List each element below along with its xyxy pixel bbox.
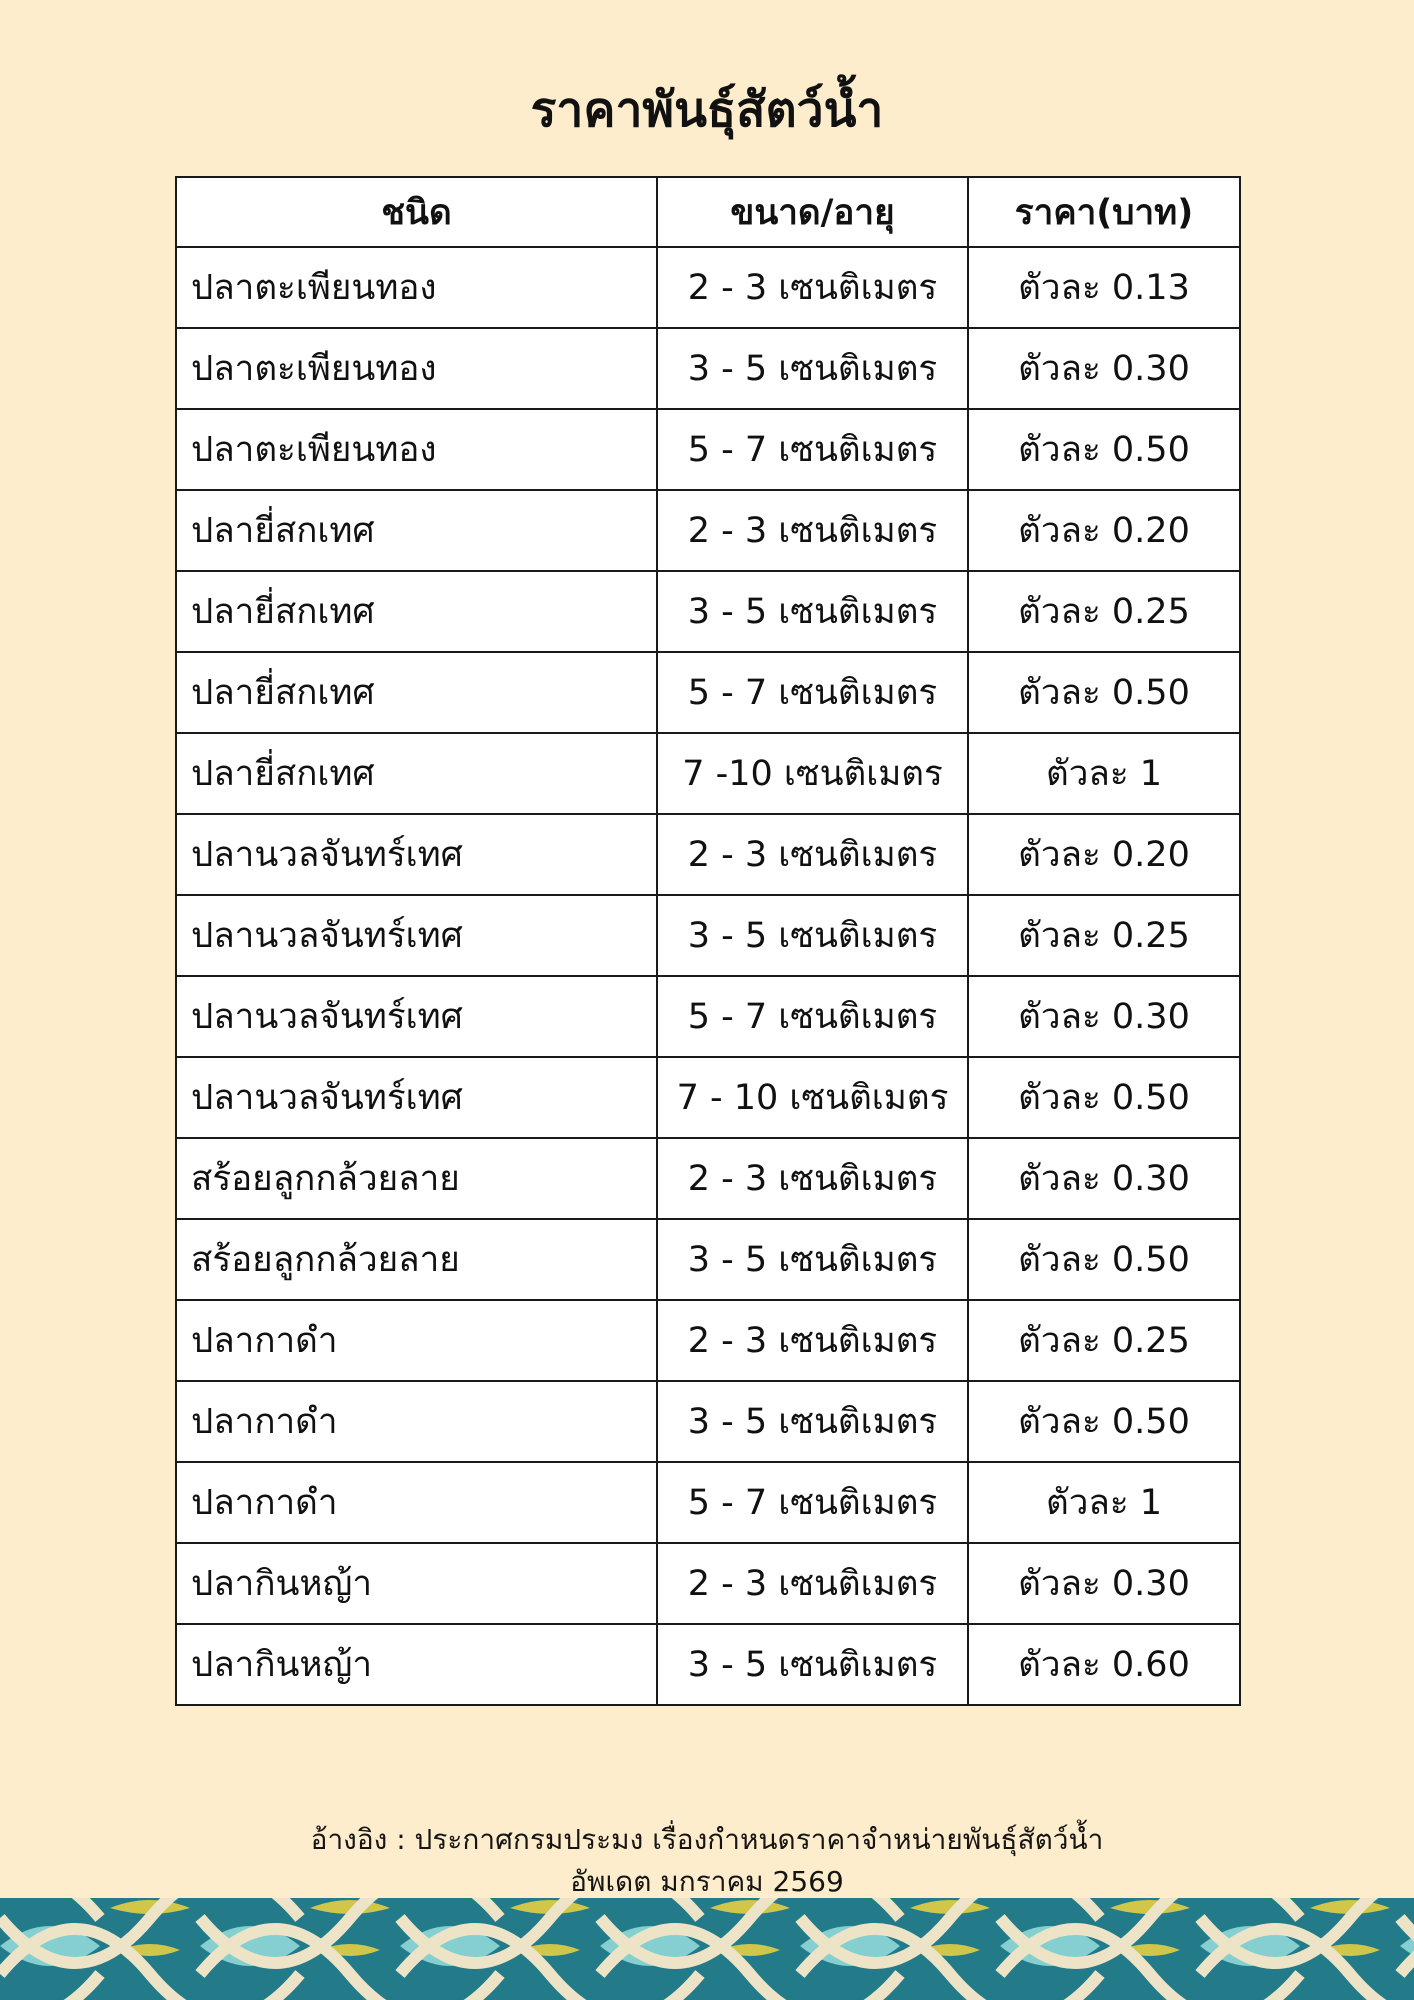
cell-price: ตัวละ 0.50 xyxy=(968,1381,1240,1462)
cell-price: ตัวละ 0.30 xyxy=(968,1138,1240,1219)
cell-size: 2 - 3 เซนติเมตร xyxy=(657,1543,968,1624)
cell-size: 2 - 3 เซนติเมตร xyxy=(657,814,968,895)
cell-price: ตัวละ 0.30 xyxy=(968,328,1240,409)
column-header-size: ขนาด/อายุ xyxy=(657,177,968,247)
price-table xyxy=(175,176,1241,1706)
cell-price: ตัวละ 0.25 xyxy=(968,1300,1240,1381)
cell-price: ตัวละ 0.30 xyxy=(968,976,1240,1057)
cell-size: 7 -10 เซนติเมตร xyxy=(657,733,968,814)
table-row xyxy=(176,1138,1240,1219)
table-row xyxy=(176,571,1240,652)
cell-kind: ปลายี่สกเทศ xyxy=(176,571,657,652)
cell-size: 3 - 5 เซนติเมตร xyxy=(657,1219,968,1300)
cell-price: ตัวละ 0.50 xyxy=(968,409,1240,490)
table-row xyxy=(176,1462,1240,1543)
column-header-price: ราคา(บาท) xyxy=(968,177,1240,247)
cell-kind: ปลากาดำ xyxy=(176,1381,657,1462)
cell-kind: สร้อยลูกกล้วยลาย xyxy=(176,1138,657,1219)
reference-note: อ้างอิง : ประกาศกรมประมง เรื่องกำหนดราคาจำหน่ายพันธุ์สัตว์น้ำ xyxy=(310,1823,1104,1856)
cell-kind: ปลาตะเพียนทอง xyxy=(176,328,657,409)
table-row xyxy=(176,1624,1240,1705)
table-row xyxy=(176,247,1240,328)
cell-size: 2 - 3 เซนติเมตร xyxy=(657,490,968,571)
table-row xyxy=(176,1219,1240,1300)
table-row xyxy=(176,895,1240,976)
cell-size: 2 - 3 เซนติเมตร xyxy=(657,1300,968,1381)
cell-price: ตัวละ 0.50 xyxy=(968,652,1240,733)
table-row xyxy=(176,1057,1240,1138)
cell-price: ตัวละ 1 xyxy=(968,733,1240,814)
cell-price: ตัวละ 0.25 xyxy=(968,895,1240,976)
cell-price: ตัวละ 0.30 xyxy=(968,1543,1240,1624)
column-header-kind: ชนิด xyxy=(176,177,657,247)
table-row xyxy=(176,409,1240,490)
table-header-row xyxy=(176,177,1240,247)
cell-kind: ปลากาดำ xyxy=(176,1462,657,1543)
cell-price: ตัวละ 0.13 xyxy=(968,247,1240,328)
cell-kind: ปลายี่สกเทศ xyxy=(176,652,657,733)
cell-price: ตัวละ 1 xyxy=(968,1462,1240,1543)
table-row xyxy=(176,976,1240,1057)
cell-kind: ปลาตะเพียนทอง xyxy=(176,409,657,490)
cell-kind: ปลานวลจันทร์เทศ xyxy=(176,814,657,895)
cell-kind: ปลายี่สกเทศ xyxy=(176,733,657,814)
cell-kind: ปลานวลจันทร์เทศ xyxy=(176,1057,657,1138)
cell-kind: ปลากินหญ้า xyxy=(176,1543,657,1624)
cell-size: 2 - 3 เซนติเมตร xyxy=(657,247,968,328)
cell-kind: สร้อยลูกกล้วยลาย xyxy=(176,1219,657,1300)
update-date: อัพเดต มกราคม 2569 xyxy=(570,1865,844,1898)
cell-kind: ปลาตะเพียนทอง xyxy=(176,247,657,328)
table-row xyxy=(176,814,1240,895)
cell-price: ตัวละ 0.50 xyxy=(968,1057,1240,1138)
table-row xyxy=(176,1300,1240,1381)
cell-size: 3 - 5 เซนติเมตร xyxy=(657,571,968,652)
cell-kind: ปลายี่สกเทศ xyxy=(176,490,657,571)
cell-price: ตัวละ 0.25 xyxy=(968,571,1240,652)
cell-price: ตัวละ 0.60 xyxy=(968,1624,1240,1705)
cell-size: 3 - 5 เซนติเมตร xyxy=(657,1624,968,1705)
cell-kind: ปลานวลจันทร์เทศ xyxy=(176,976,657,1057)
cell-price: ตัวละ 0.50 xyxy=(968,1219,1240,1300)
cell-price: ตัวละ 0.20 xyxy=(968,814,1240,895)
table-row xyxy=(176,490,1240,571)
cell-size: 5 - 7 เซนติเมตร xyxy=(657,409,968,490)
cell-size: 5 - 7 เซนติเมตร xyxy=(657,1462,968,1543)
table-row xyxy=(176,733,1240,814)
table-row xyxy=(176,328,1240,409)
cell-size: 2 - 3 เซนติเมตร xyxy=(657,1138,968,1219)
cell-size: 7 - 10 เซนติเมตร xyxy=(657,1057,968,1138)
cell-size: 3 - 5 เซนติเมตร xyxy=(657,328,968,409)
cell-price: ตัวละ 0.20 xyxy=(968,490,1240,571)
table-body xyxy=(176,247,1240,1705)
cell-kind: ปลากินหญ้า xyxy=(176,1624,657,1705)
table-row xyxy=(176,652,1240,733)
cell-kind: ปลากาดำ xyxy=(176,1300,657,1381)
wave-pattern-decoration xyxy=(0,1898,1414,2000)
cell-size: 3 - 5 เซนติเมตร xyxy=(657,1381,968,1462)
cell-kind: ปลานวลจันทร์เทศ xyxy=(176,895,657,976)
cell-size: 5 - 7 เซนติเมตร xyxy=(657,652,968,733)
table-row xyxy=(176,1543,1240,1624)
page-title: ราคาพันธุ์สัตว์น้ำ xyxy=(530,82,884,138)
table-row xyxy=(176,1381,1240,1462)
cell-size: 3 - 5 เซนติเมตร xyxy=(657,895,968,976)
cell-size: 5 - 7 เซนติเมตร xyxy=(657,976,968,1057)
